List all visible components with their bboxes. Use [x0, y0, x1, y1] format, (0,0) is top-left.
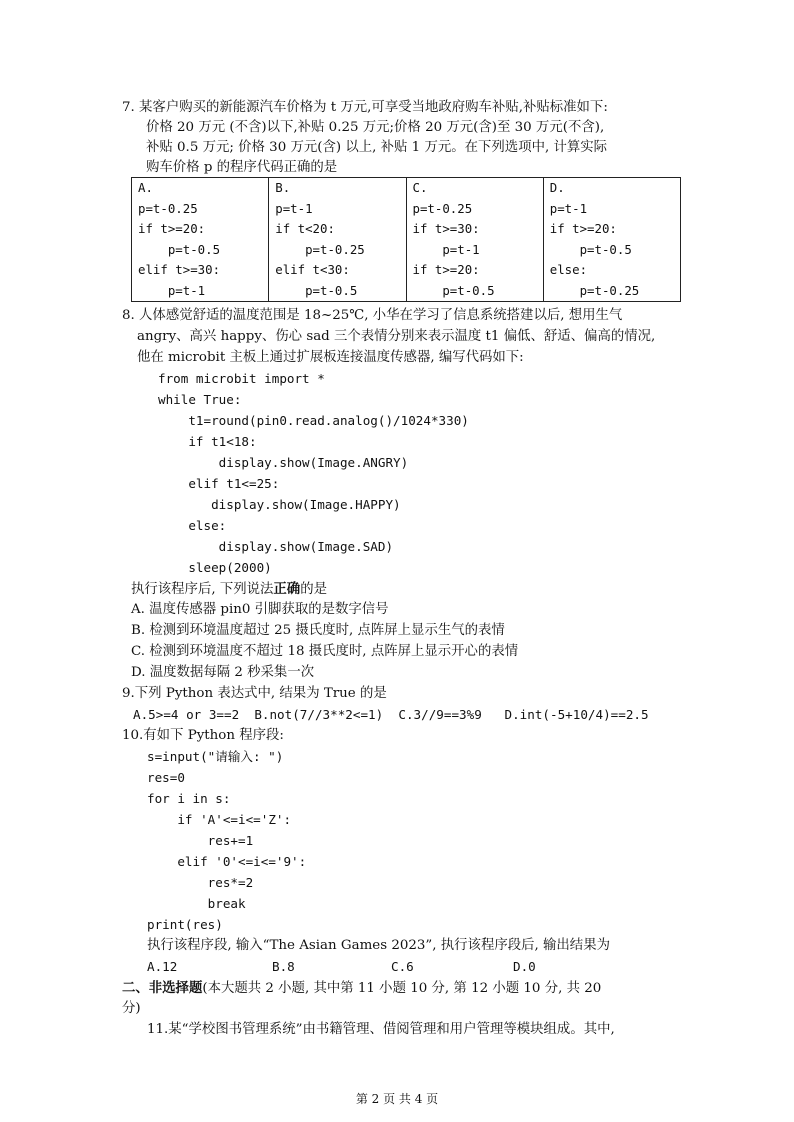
q8-code-line-10: sleep(2000) — [158, 560, 272, 575]
q10-answer-b: B.8 — [272, 959, 295, 974]
q8-code-line-4: if t1<18: — [158, 434, 257, 449]
q9-stem: 9.下列 Python 表达式中, 结果为 True 的是 — [122, 686, 387, 701]
q10-answer-a: A.12 — [147, 959, 178, 974]
q10-code-line-8: break — [147, 896, 246, 911]
page-footer: 第 2 页 共 4 页 — [355, 1092, 439, 1106]
q8-stem-line-2: angry、高兴 happy、伤心 sad 三个表情分别来表示温度 t1 偏低、舒适、偏高的情况, — [137, 329, 656, 344]
q7-stem-line-4: 购车价格 p 的程序代码正确的是 — [146, 160, 338, 175]
q7-option-d: D. p=t-1 if t>=20: p=t-0.5 else: p=t-0.25 — [543, 178, 680, 302]
q7-stem-line-2: 价格 20 万元 (不含)以下,补贴 0.25 万元;价格 20 万元(含)至 30 万元(不含), — [146, 120, 605, 135]
q8-code-line-6: elif t1<=25: — [158, 476, 280, 491]
q7-option-b: B. p=t-1 if t<20: p=t-0.25 elif t<30: p=t-0.5 — [269, 178, 406, 302]
q7-options-table — [131, 177, 681, 302]
q8-prompt: 执行该程序后, 下列说法正确的是 — [131, 581, 327, 597]
q11-line-1: 11.某“学校图书管理系统”由书籍管理、借阅管理和用户管理等模块组成。其中, — [147, 1022, 615, 1037]
q8-prompt-emphasis: 正确 — [273, 581, 301, 597]
q10-code-line-7: res*=2 — [147, 875, 254, 890]
q10-code-line-5: res+=1 — [147, 833, 254, 848]
q10-code-line-4: if 'A'<=i<='Z': — [147, 812, 292, 827]
q10-stem: 10.有如下 Python 程序段: — [122, 728, 284, 743]
q10-answer-d: D.0 — [513, 959, 536, 974]
q10-code-line-3: for i in s: — [147, 791, 231, 806]
q10-question: 执行该程序段, 输入“The Asian Games 2023”, 执行该程序段后, 输出结果为 — [147, 938, 610, 953]
q7-option-c: C. p=t-0.25 if t>=30: p=t-1 if t>=20: p=t-0.5 — [406, 178, 543, 302]
q8-choice-b: B. 检测到环境温度超过 25 摄氏度时, 点阵屏上显示生气的表情 — [131, 623, 505, 638]
q8-code-line-3: t1=round(pin0.read.analog()/1024*330) — [158, 413, 469, 428]
q8-choice-d: D. 温度数据每隔 2 秒采集一次 — [131, 665, 315, 680]
q10-code-line-1: s=input("请输入: ") — [147, 749, 284, 764]
q10-code-line-2: res=0 — [147, 770, 185, 785]
q8-code-line-9: display.show(Image.SAD) — [158, 539, 394, 554]
q10-code-line-6: elif '0'<=i<='9': — [147, 854, 307, 869]
q9-choices: A.5>=4 or 3==2 B.not(7//3**2<=1) C.3//9==3%9 D.int(-5+10/4)==2.5 — [133, 707, 649, 722]
q8-stem-line-3: 他在 microbit 主板上通过扩展板连接温度传感器, 编写代码如下: — [137, 350, 524, 365]
q10-answer-c: C.6 — [391, 959, 414, 974]
section2-heading: 二、非选择题(本大题共 2 小题, 其中第 11 小题 10 分, 第 12 小题 10 分, 共 20 — [122, 980, 602, 996]
q10-code-line-9: print(res) — [147, 917, 223, 932]
section2-heading-line-2: 分) — [122, 1001, 141, 1016]
q8-stem-line-1: 8. 人体感觉舒适的温度范围是 18~25℃, 小华在学习了信息系统搭建以后, 想用生气 — [122, 308, 623, 323]
q7-option-a: A. p=t-0.25 if t>=20: p=t-0.5 elif t>=30: p=t-1 — [132, 178, 269, 302]
q8-code-line-7: display.show(Image.HAPPY) — [158, 497, 401, 512]
q7-stem-line-3: 补贴 0.5 万元; 价格 30 万元(含) 以上, 补贴 1 万元。在下列选项中, 计算实际 — [146, 140, 608, 155]
q8-code-line-2: while True: — [158, 392, 242, 407]
q8-code-line-1: from microbit import * — [158, 371, 325, 386]
q8-code-line-8: else: — [158, 518, 227, 533]
q8-choice-c: C. 检测到环境温度不超过 18 摄氏度时, 点阵屏上显示开心的表情 — [131, 644, 519, 659]
q7-stem-line-1: 7. 某客户购买的新能源汽车价格为 t 万元,可享受当地政府购车补贴,补贴标准如下: — [122, 100, 608, 115]
q8-code-line-5: display.show(Image.ANGRY) — [158, 455, 409, 470]
q8-choice-a: A. 温度传感器 pin0 引脚获取的是数字信号 — [131, 602, 389, 617]
